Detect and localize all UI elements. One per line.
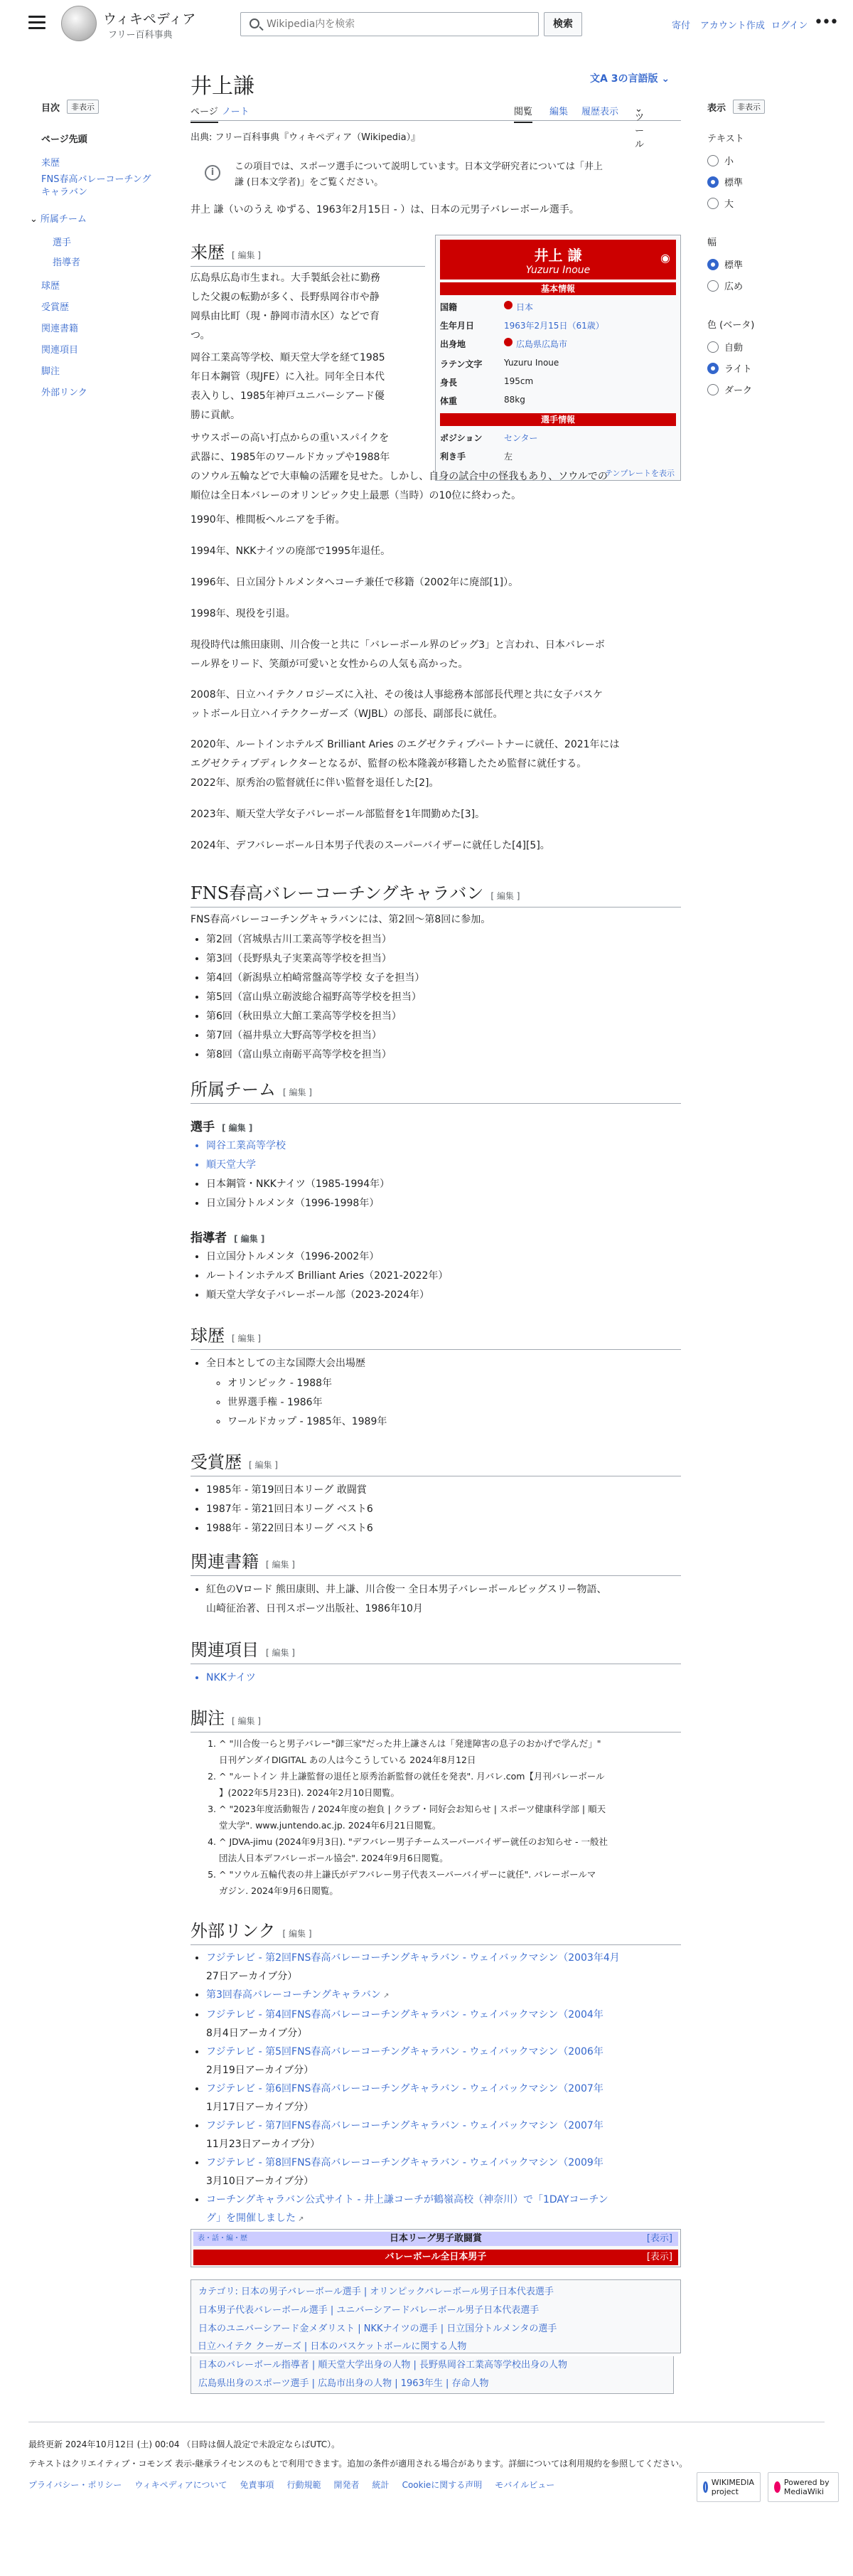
paragraph: 2008年、日立ハイテクノロジーズに入社、その後は人事総務本部部長代理と共に女子バスケ ットボール日立ハイテククーガーズ（WJBL）の部長、副部長に就任。: [191, 689, 603, 720]
footer-link[interactable]: Cookieに関する声明: [402, 2480, 483, 2490]
edit-link[interactable]: [ 編集 ]: [266, 1648, 295, 1658]
list-item: • 第4回（新潟県立柏崎常盤高等学校 女子を担当）: [206, 969, 681, 988]
edit-link[interactable]: [ 編集 ]: [232, 1716, 261, 1726]
category-line[interactable]: 日本のバレーボール指導者 | 順天堂大学出身の人物 | 長野県岡谷工業高等学校出身の人物 広島県出身のスポーツ選手 | 広島市出身の人物 | 1963年生 | 存命人物: [191, 2356, 674, 2394]
section-heading: 受賞歴 [ 編集 ]: [191, 1448, 681, 1476]
footer-link[interactable]: 免責事項: [240, 2480, 274, 2490]
toc-item[interactable]: 球歴: [41, 281, 60, 292]
main-menu-icon[interactable]: [28, 16, 45, 30]
reference-item[interactable]: 5. ^ "ソウル五輪代表の井上謙氏がデフバレー男子代表スーパーバイザーに就任". バレーボールマ ガジン. 2024年9月6日閲覧。: [219, 1866, 681, 1899]
edit-link[interactable]: [ 編集 ]: [490, 891, 520, 901]
section-heading: 所属チーム [ 編集 ]: [191, 1075, 681, 1104]
text-size-large[interactable]: 大: [707, 196, 734, 210]
japan-flag-icon: [504, 301, 513, 309]
tab-edit[interactable]: 編集: [549, 107, 569, 117]
text-size-label: テキスト: [707, 134, 744, 144]
color-label: 色 (ベータ): [707, 320, 755, 331]
list-item[interactable]: • 順天堂大学: [206, 1156, 681, 1175]
color-auto[interactable]: 自動: [707, 340, 743, 353]
search-icon: [250, 18, 259, 28]
external-link[interactable]: • フジテレビ - 第2回FNS春高バレーコーチングキャラバン - ウェイバックマシン（2003年4月 27日アーカイブ分）: [206, 1949, 681, 1986]
wikimedia-icon: [703, 2481, 708, 2493]
section-heading: FNS春高バレーコーチングキャラバン [ 編集 ]: [191, 879, 681, 908]
navbox-header: バレーボール全日本男子 [表示]: [193, 2250, 678, 2265]
info-icon: i: [205, 165, 220, 181]
license-text: テキストはクリエイティブ・コモンズ 表示-継承ライセンスのもとで利用できます。追加の条件が適用される場合があります。詳細については利用規約を参照してください。: [28, 2459, 688, 2469]
paragraph: 1994年、NKKナイツの廃部で1995年退任。: [191, 545, 391, 557]
list-item[interactable]: • NKKナイツ: [206, 1668, 681, 1688]
toc-hide-button[interactable]: 非表示: [67, 100, 99, 114]
list-item: • 第2回（宮城県古川工業高等学校を担当）: [206, 930, 681, 949]
color-dark[interactable]: ダーク: [707, 383, 752, 396]
paragraph: 現役時代は熊田康則、川合俊一と共に「バレーボール界のビッグ3」と言われ、日本バレーボ ール界をリード、笑顔が可愛いと女性からの人気も高かった。: [191, 639, 605, 670]
navbox-show-toggle[interactable]: [表示]: [646, 2252, 672, 2262]
external-link[interactable]: • フジテレビ - 第8回FNS春高バレーコーチングキャラバン - ウェイバックマシン（2009年 3月10日アーカイブ分）: [206, 2154, 681, 2191]
vte-links[interactable]: 表・話・編・歴: [198, 2235, 247, 2242]
more-options-icon[interactable]: •••: [814, 14, 837, 31]
footer-link[interactable]: 統計: [372, 2480, 390, 2490]
list-item: • 第6回（秋田県立大館工業高等学校を担当）: [206, 1007, 681, 1026]
external-link[interactable]: • コーチングキャラバン公式サイト - 井上謙コーチが鶴嶺高校（神奈川）で「1DAYコーチン グ」を開催しました ↗: [206, 2191, 681, 2229]
edit-link[interactable]: [ 編集 ]: [249, 1460, 278, 1470]
lead-paragraph: 井上 謙（いのうえ ゆずる、1963年2月15日 - ）は、日本の元男子バレーボール選手。: [191, 204, 579, 215]
career-list: [191, 1354, 681, 1373]
hiroshima-flag-icon: [504, 338, 513, 346]
external-link[interactable]: • フジテレビ - 第5回FNS春高バレーコーチングキャラバン - ウェイバックマシン（2006年 2月19日アーカイブ分）: [206, 2043, 681, 2080]
paragraph: 2024年、デフバレーボール日本男子代表のスーパーバイザーに就任した[4][5]。: [191, 840, 550, 851]
list-item: ◦ 世界選手権 - 1986年: [227, 1393, 681, 1412]
last-updated: 最終更新 2024年10月12日 (土) 00:04 （日時は個人設定で未設定ならばUTC）。: [28, 2439, 340, 2449]
search-input[interactable]: [267, 17, 530, 31]
navbox-header: 表・話・編・歴 日本リーグ男子敢闘賞 [表示]: [193, 2232, 678, 2246]
width-standard[interactable]: 標準: [707, 257, 743, 271]
show-template-link[interactable]: テンプレートを表示: [604, 469, 675, 478]
list-item: ◦ オリンピック - 1988年: [227, 1374, 681, 1393]
toc-item[interactable]: FNS春高バレーコーチングキャラバン: [41, 174, 151, 198]
donate-link[interactable]: 寄付: [672, 21, 691, 31]
toc-item[interactable]: 来歴: [41, 158, 60, 169]
edit-link[interactable]: [ 編集 ]: [222, 1123, 253, 1133]
tagline: フリー百科事典: [108, 30, 173, 41]
edit-link[interactable]: [ 編集 ]: [283, 1087, 312, 1097]
paragraph: 広島県広島市生まれ。大手製紙会社に勤務 した父親の転勤が多く、長野県岡谷市や静 岡県由比町（現・静岡市清水区）などで育 つ。: [191, 272, 380, 341]
awards-list: [191, 1481, 681, 1538]
width-label: 幅: [707, 238, 717, 248]
reference-item[interactable]: 3. ^ "2023年度活動報告 / 2024年度の抱負 | クラブ・同好会お知らせ | スポーツ健康科学部 | 順天 堂大学". www.juntendo.ac.jp. 2024年6月21日閲覧。: [219, 1801, 681, 1833]
wikipedia-globe-logo[interactable]: [61, 6, 97, 41]
toc-heading: 目次: [41, 102, 60, 114]
reference-item[interactable]: 2. ^ "ルートイン 井上謙監督の退任と原秀治新監督の就任を発表". 月バレ.com【月刊バレーボール 】(2022年5月23日). 2024年2月10日閲覧。: [219, 1768, 681, 1801]
wordmark[interactable]: ウィキペディア: [103, 11, 196, 27]
footer-link[interactable]: プライバシー・ポリシー: [28, 2480, 122, 2490]
list-item: • 紅色のVロード 熊田康則、井上謙、川合俊一 全日本男子バレーボールビッグスリー物語、 山崎征治著、日刊スポーツ出版社、1986年10月: [206, 1580, 681, 1619]
footer-link[interactable]: ウィキペディアについて: [134, 2480, 227, 2490]
wikimedia-badge[interactable]: WIKIMEDIA project: [697, 2472, 761, 2502]
section-heading: 脚注 [ 編集 ]: [191, 1704, 681, 1733]
footer-link[interactable]: 行動規範: [286, 2480, 321, 2490]
login-link[interactable]: ログイン: [771, 21, 808, 31]
infobox-section-basic: 基本情報: [440, 282, 676, 295]
paragraph: 1990年、椎間板ヘルニアを手術。: [191, 514, 345, 526]
translate-icon: 文A: [590, 73, 611, 85]
paragraph: サウスポーの高い打点からの重いスパイクを 武器に、1985年のワールドカップや1988年 のソウル五輪などで大車輪の活躍を見せた。しかし、自身の試合中の怪我もあり、ソウルでの 順位は全日本バレーのオリンピック史上最悪（当時）の10位に終わった。: [191, 432, 608, 501]
books-list: [191, 1580, 681, 1619]
search-box: [240, 12, 539, 36]
list-item: • 1985年 - 第19回日本リーグ 敢闘賞: [206, 1481, 681, 1500]
coach-teams-list: [191, 1247, 681, 1305]
reference-item[interactable]: 1. ^ "川合俊一らと男子バレー"御三家"だった井上謙さんは「発達障害の息子のおかげで学んだ」" 日刊ゲンダイDIGITAL あの人は今こうしている 2024年8月12日: [219, 1735, 681, 1768]
subsection-heading: 選手 [ 編集 ]: [191, 1120, 253, 1134]
infobox-section-player: 選手情報: [440, 413, 676, 426]
paragraph: 1996年、日立国分トルメンタへコーチ兼任で移籍（2002年に廃部[1]）。: [191, 577, 519, 588]
section-heading: 関連書籍 [ 編集 ]: [191, 1548, 681, 1576]
tab-talk[interactable]: ノート: [222, 107, 250, 117]
page-title: 井上謙: [191, 74, 254, 99]
chevron-down-icon[interactable]: ⌄: [30, 214, 38, 225]
paragraph: 1998年、現役を引退。: [191, 608, 296, 619]
text-size-standard[interactable]: 標準: [707, 175, 743, 188]
toc-subitem[interactable]: 選手: [53, 238, 72, 248]
language-button[interactable]: 文A 3の言語版 ⌄: [590, 73, 670, 85]
toc-item[interactable]: 脚注: [41, 366, 60, 377]
category-line[interactable]: 日立ハイテク クーガーズ | 日本のバスケットボールに関する人物: [198, 2341, 467, 2352]
list-item: • 順天堂大学女子バレーボール部（2023-2024年）: [206, 1286, 681, 1305]
appearance-heading: 表示: [707, 102, 726, 114]
toc-item[interactable]: 関連書籍: [41, 324, 79, 334]
toc-item[interactable]: ページ先頭: [41, 134, 87, 145]
toc-item[interactable]: 受賞歴: [41, 302, 70, 313]
list-item: • 日本鋼管・NKKナイツ（1985-1994年）: [206, 1175, 681, 1194]
footer-link[interactable]: モバイルビュー: [495, 2480, 555, 2490]
related-list: [191, 1668, 681, 1688]
hatnote: i この項目では、スポーツ選手について説明しています。日本文学研究者については「井上 謙 (日本文学者)」をご覧ください。: [191, 159, 681, 191]
tab-read[interactable]: 閲覧: [514, 104, 532, 123]
site-header: [0, 0, 853, 50]
references-list: [191, 1735, 681, 1899]
mediawiki-badge[interactable]: Powered by MediaWiki: [768, 2472, 839, 2502]
section-heading: 球歴 [ 編集 ]: [191, 1321, 681, 1350]
paragraph: 2020年、ルートインホテルズ Brilliant Aries のエグゼクティブパートナーに就任、2021年には エグゼクティブディレクターとなるが、監督の松本隆義が移籍したため監督に就任する。 2022年、原秀治の監督就任に伴い監督を退任した[2]。: [191, 739, 620, 789]
edit-link[interactable]: [ 編集 ]: [232, 250, 261, 260]
footer-link[interactable]: 開発者: [333, 2480, 360, 2490]
infobox-title: 井上 謙 Yuzuru Inoue ◉: [440, 240, 676, 280]
list-item: • 1987年 - 第21回日本リーグ ベスト6: [206, 1500, 681, 1519]
tab-history[interactable]: 履歴表示: [581, 107, 619, 117]
tab-page[interactable]: ページ: [191, 104, 218, 123]
list-item: • 第3回（長野県丸子実業高等学校を担当）: [206, 949, 681, 969]
appearance-hide-button[interactable]: 非表示: [733, 100, 765, 114]
edit-link[interactable]: [ 編集 ]: [282, 1929, 312, 1939]
section-heading: 外部リンク [ 編集 ]: [191, 1917, 681, 1945]
toc-item[interactable]: 関連項目: [41, 345, 79, 356]
category-line[interactable]: 日本男子代表バレーボール選手 | ユニバーシアードバレーボール男子日本代表選手: [198, 2305, 540, 2316]
section-heading: 来歴 [ 編集 ]: [191, 238, 425, 267]
list-item: • 第5回（富山県立砺波総合福野高等学校を担当）: [206, 988, 681, 1007]
edit-link[interactable]: [ 編集 ]: [232, 1334, 261, 1343]
subsection-heading: 指導者 [ 編集 ]: [191, 1231, 265, 1245]
list-item: • 全日本としての主な国際大会出場歴: [206, 1354, 681, 1373]
external-link[interactable]: • 第3回春高バレーコーチングキャラバン ↗: [206, 1986, 681, 2006]
navbox-container: [191, 2229, 681, 2267]
width-wide[interactable]: 広め: [707, 279, 743, 292]
list-item: ◦ ワールドカップ - 1985年、1989年: [227, 1412, 681, 1432]
section-heading: 関連項目 [ 編集 ]: [191, 1636, 681, 1664]
list-item: • 第7回（福井県立大野高等学校を担当）: [206, 1026, 681, 1045]
navbox-show-toggle[interactable]: [表示]: [646, 2233, 672, 2244]
external-links-list: [191, 1949, 681, 2229]
infobox: 井上 謙 Yuzuru Inoue ◉ 基本情報 国籍 日本 生年月日 1963年2月15日（61歳） 出身地 広島県広島市 ラテン文字 Yuzuru Inoue 身長 195cm 体重 88kg 選手情報 ポジション センター 利き手 左 テンプレートを表示: [435, 235, 681, 481]
paragraph: 岡谷工業高等学校、順天堂大学を経て1985 年日本鋼管（現JFE）に入社。同年全日本代 表入りし、1985年神戸ユニバーシアード優 勝に貢献。: [191, 352, 385, 421]
list-item: • 第8回（富山県立南砺平高等学校を担当）: [206, 1045, 681, 1065]
toc-item[interactable]: ⌄ 所属チーム: [30, 214, 87, 225]
toc-item[interactable]: 外部リンク: [41, 388, 87, 398]
paragraph: 2023年、順天堂大学女子バレーボール部監督を1年間勤めた[3]。: [191, 809, 485, 820]
volleyball-icon: ◉: [660, 251, 670, 265]
search-button[interactable]: 検索: [544, 12, 582, 36]
list-item: • 1988年 - 第22回日本リーグ ベスト6: [206, 1519, 681, 1538]
player-teams-list: [191, 1137, 681, 1213]
tab-tools[interactable]: ツール ⌄: [635, 104, 645, 150]
caravan-list: [191, 930, 681, 1065]
external-link[interactable]: • フジテレビ - 第4回FNS春高バレーコーチングキャラバン - ウェイバックマシン（2004年 8月4日アーカイブ分）: [206, 2006, 681, 2043]
list-item: • 日立国分トルメンタ（1996-1998年）: [206, 1194, 681, 1213]
edit-link[interactable]: [ 編集 ]: [266, 1560, 295, 1570]
list-item[interactable]: • 岡谷工業高等学校: [206, 1137, 681, 1156]
text-size-small[interactable]: 小: [707, 154, 734, 167]
list-item: • 日立国分トルメンタ（1996-2002年）: [206, 1247, 681, 1267]
external-link[interactable]: • フジテレビ - 第7回FNS春高バレーコーチングキャラバン - ウェイバックマシン（2007年 11月23日アーカイブ分）: [206, 2117, 681, 2154]
list-item: • ルートインホテルズ Brilliant Aries（2021-2022年）: [206, 1267, 681, 1286]
career-sublist: [212, 1374, 681, 1432]
category-line[interactable]: カテゴリ: 日本の男子バレーボール選手 | オリンピックバレーボール男子日本代表選手: [198, 2287, 554, 2297]
toc-subitem[interactable]: 指導者: [53, 257, 81, 268]
color-light[interactable]: ライト: [707, 361, 752, 375]
paragraph: FNS春高バレーコーチングキャラバンには、第2回〜第8回に参加。: [191, 914, 491, 925]
edit-link[interactable]: [ 編集 ]: [234, 1234, 265, 1244]
mediawiki-icon: [774, 2481, 780, 2493]
category-line[interactable]: 日本のユニバーシアード金メダリスト | NKKナイツの選手 | 日立国分トルメンタの選手: [198, 2324, 557, 2334]
reference-item[interactable]: 4. ^ JDVA-jimu (2024年9月3日). "デフバレー男子チームスーパーバイザー就任のお知らせ - 一般社 団法人日本デフバレーボール協会". 2024年9月6日閲覧。: [219, 1833, 681, 1866]
from-line: 出典: フリー百科事典『ウィキペディア（Wikipedia）』: [191, 132, 421, 143]
external-link[interactable]: • フジテレビ - 第6回FNS春高バレーコーチングキャラバン - ウェイバックマシン（2007年 1月17日アーカイブ分）: [206, 2080, 681, 2117]
create-account-link[interactable]: アカウント作成: [700, 21, 765, 31]
